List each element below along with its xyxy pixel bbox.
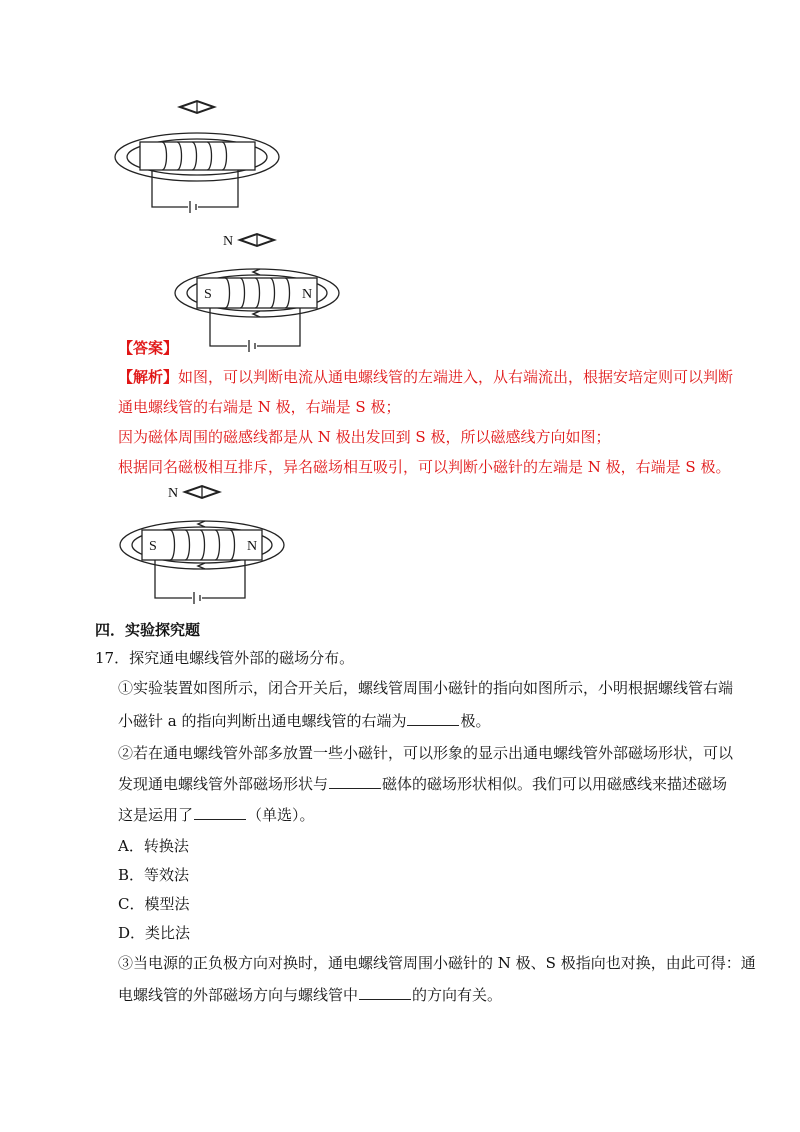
left-pole-label: S bbox=[204, 287, 212, 302]
solenoid-figure-2 bbox=[165, 228, 345, 356]
solenoid-figure-3 bbox=[110, 480, 290, 608]
right-pole-label: N bbox=[302, 287, 313, 302]
north-label: N bbox=[168, 486, 179, 501]
part2-line3 bbox=[118, 805, 315, 825]
part3-line1: ③当电源的正负极方向对换时，通电螺线管周围小磁针的 N 极、S 极指向也对换，由此可得：通 bbox=[118, 954, 756, 972]
answer-heading: 【答案】 bbox=[118, 339, 179, 357]
part1-line2-end: 极。 bbox=[460, 712, 491, 730]
left-pole-label: S bbox=[149, 539, 157, 554]
north-label: N bbox=[223, 234, 234, 249]
part2-line1: ②若在通电螺线管外部多放置一些小磁针，可以形象的显示出通电螺线管外部磁场形状，可以 bbox=[118, 744, 734, 762]
answer-blank-2[interactable] bbox=[329, 774, 381, 789]
option-d[interactable]: D．类比法 bbox=[118, 924, 191, 942]
option-c[interactable]: C．模型法 bbox=[118, 895, 190, 913]
analysis-text-1: 如图，可以判断电流从通电螺线管的左端进入，从右端流出，根据安培定则可以判断 bbox=[178, 368, 734, 386]
part2-line3-text: 这是运用了 bbox=[118, 806, 194, 824]
option-a[interactable]: A．转换法 bbox=[118, 837, 189, 855]
part3-line2-text: 电螺线管的外部磁场方向与螺线管中 bbox=[118, 986, 359, 1004]
analysis-line-3: 因为磁体周围的磁感线都是从 N 极出发回到 S 极，所以磁感线方向如图； bbox=[118, 428, 611, 446]
part2-line2-end: 磁体的磁场形状相似。我们可以用磁感线来描述磁场 bbox=[382, 775, 728, 793]
answer-blank-1[interactable] bbox=[407, 711, 459, 726]
part2-line3-end: （单选）。 bbox=[247, 806, 315, 824]
analysis-tag: 【解析】 bbox=[118, 368, 179, 386]
analysis-line-2: 通电螺线管的右端是 N 极，右端是 S 极； bbox=[118, 398, 401, 416]
part2-line2 bbox=[118, 774, 727, 794]
analysis-line-1 bbox=[118, 367, 733, 387]
answer-blank-4[interactable] bbox=[359, 985, 411, 1000]
part1-line2 bbox=[118, 711, 491, 731]
part2-line2-text: 发现通电螺线管外部磁场形状与 bbox=[118, 775, 329, 793]
part3-line2 bbox=[118, 985, 502, 1005]
part3-line2-end: 的方向有关。 bbox=[412, 986, 503, 1004]
part1-line2-text: 小磁针 a 的指向判断出通电螺线管的右端为 bbox=[118, 712, 407, 730]
right-pole-label: N bbox=[247, 539, 258, 554]
question-stem: 17．探究通电螺线管外部的磁场分布。 bbox=[95, 649, 355, 667]
answer-blank-3[interactable] bbox=[194, 805, 246, 820]
solenoid-figure-1 bbox=[110, 95, 280, 215]
option-b[interactable]: B．等效法 bbox=[118, 866, 190, 884]
part1-line1: ①实验装置如图所示，闭合开关后，螺线管周围小磁针的指向如图所示，小明根据螺线管右端 bbox=[118, 679, 734, 697]
section-title: 四．实验探究题 bbox=[95, 621, 201, 639]
analysis-line-4: 根据同名磁极相互排斥，异名磁场相互吸引，可以判断小磁针的左端是 N 极，右端是 S 极。 bbox=[118, 458, 731, 476]
